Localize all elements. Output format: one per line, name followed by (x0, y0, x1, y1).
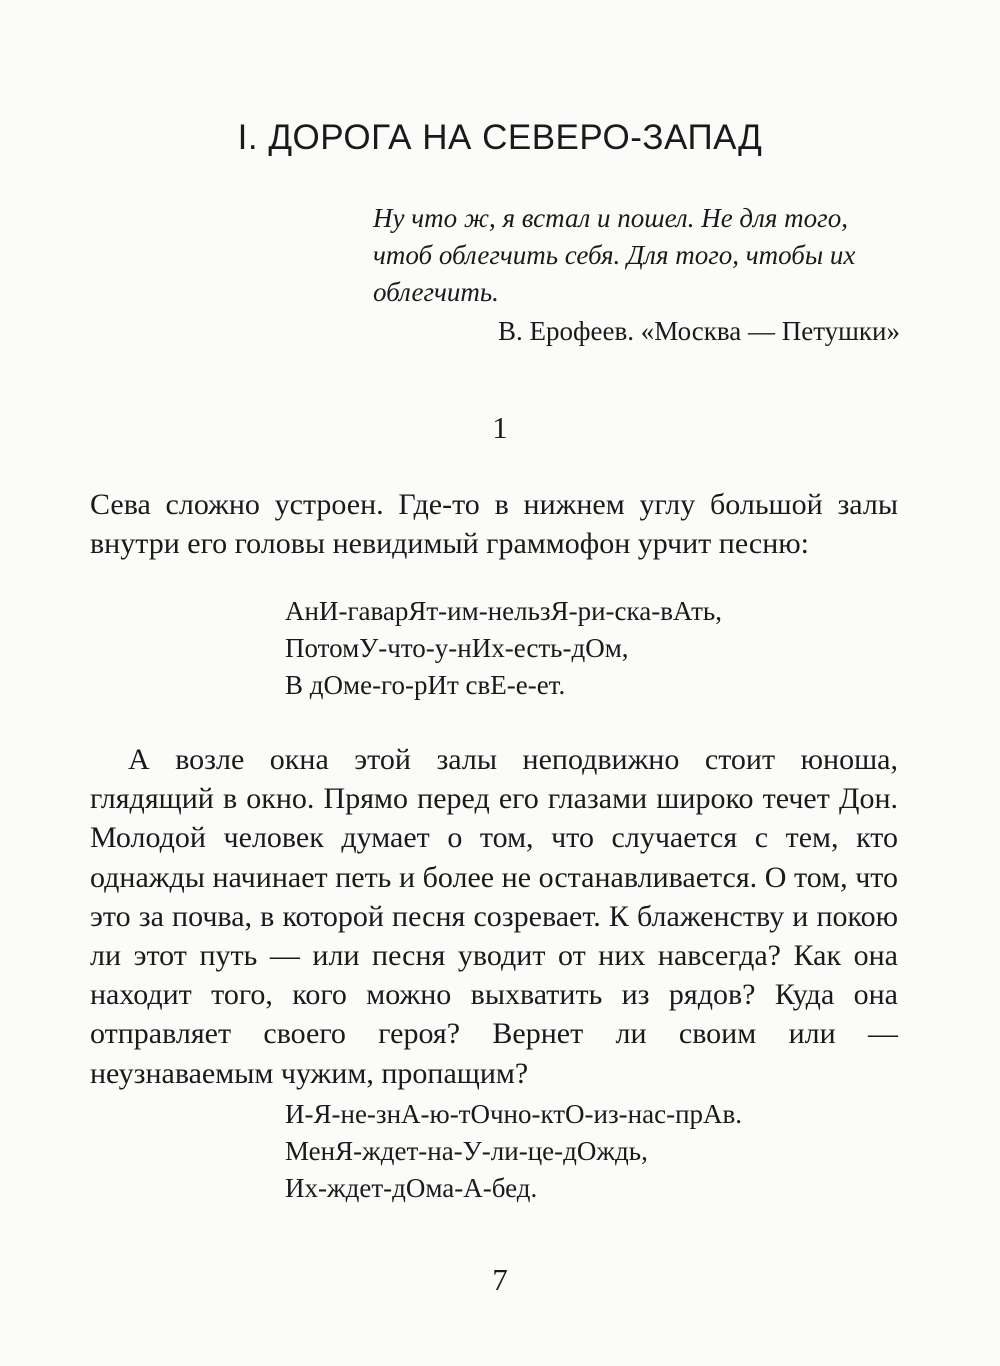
verse-line: И-Я-не-знА-ю-тОчно-ктО-из-нас-прАв. (285, 1099, 743, 1129)
epigraph (373, 200, 900, 350)
verse-line: Их-ждет-дОма-А-бед. (285, 1173, 538, 1203)
paragraph-1: Сева сложно устроен. Где-то в нижнем углу большой залы внутри его головы невидимый граммофон урчит песню: (90, 488, 898, 561)
epigraph-attribution: В. Ерофеев. «Москва — Петушки» (498, 316, 900, 346)
verse-line: ПотомУ-что-у-нИх-есть-дОм, (285, 633, 629, 663)
chapter-title: I. ДОРОГА НА СЕВЕРО-ЗАПАД (237, 118, 763, 157)
paragraph-2: А возле окна этой залы неподвижно стоит юноша, глядящий в окно. Прямо перед его глазами широко течет Дон. Молодой человек думает о том, что случается с тем, кто однажды начинает петь и более не останавливается. О том, что это за почва, в которой песня созревает. К блаженству и покою ли этот путь — или песня уводит от них навсегда? Как она находит того, кого можно выхватить из рядов? Куда она отправляет своего героя? Вернет ли своим или — неузнаваемым чужим, пропащим? (90, 743, 898, 1090)
verse-line: В дОме-го-рИт свЕ-е-ет. (285, 670, 566, 700)
verse-line: АнИ-гаварЯт-им-нельзЯ-ри-ска-вАть, (285, 596, 722, 626)
verse-1 (285, 593, 885, 704)
verse-line: МенЯ-ждет-на-У-ли-це-дОждь, (285, 1136, 648, 1166)
epigraph-quote: Ну что ж, я встал и пошел. Не для того, чтоб облегчить себя. Для того, чтобы их облегчить. (373, 203, 856, 307)
verse-2 (285, 1096, 885, 1207)
section-number: 1 (492, 410, 508, 445)
page-number: 7 (492, 1262, 508, 1297)
